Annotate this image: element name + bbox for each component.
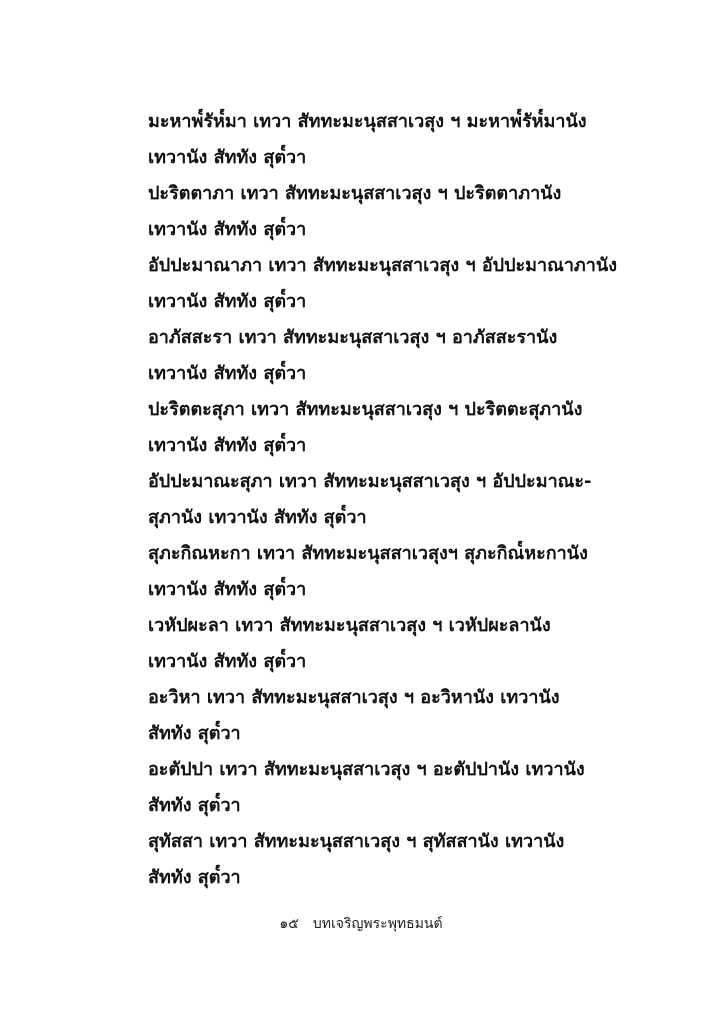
chant-line: สัททัง สุต๎วา — [148, 795, 241, 816]
chant-line: เทวานัง สัททัง สุต๎วา — [148, 435, 307, 456]
page-footer — [0, 913, 722, 935]
chant-line: มะหาพ๎รัห๎มา เทวา สัททะมะนุสสาเวสุง ฯ มะหาพ๎รัห๎มานัง — [148, 111, 587, 132]
chant-line: สัททัง สุต๎วา — [148, 723, 241, 744]
chant-line: สัททัง สุต๎วา — [148, 867, 241, 888]
chant-line: สุภะกิณหะกา เทวา สัททะมะนุสสาเวสุงฯ สุภะกิณ๎หะกานัง — [148, 543, 588, 564]
chant-line: อัปปะมาณาภา เทวา สัททะมะนุสสาเวสุง ฯ อัปปะมาณาภานัง — [148, 255, 618, 276]
chant-line: อะวิหา เทวา สัททะมะนุสสาเวสุง ฯ อะวิหานัง เทวานัง — [148, 687, 560, 708]
page-number: ๑๕ — [279, 916, 299, 932]
chant-text-block — [148, 104, 668, 896]
chant-line: เทวานัง สัททัง สุต๎วา — [148, 579, 307, 600]
footer-title: บทเจริญพระพุทธมนต์ — [312, 916, 443, 932]
chant-line: สุภานัง เทวานัง สัททัง สุต๎วา — [148, 507, 367, 528]
chant-line: เทวานัง สัททัง สุต๎วา — [148, 147, 307, 168]
chant-line: อัปปะมาณะสุภา เทวา สัททะมะนุสสาเวสุง ฯ อัปปะมาณะ- — [148, 471, 592, 492]
chant-line: สุทัสสา เทวา สัททะมะนุสสาเวสุง ฯ สุทัสสานัง เทวานัง — [148, 831, 565, 852]
chant-line: เทวานัง สัททัง สุต๎วา — [148, 363, 307, 384]
chant-line: เทวานัง สัททัง สุต๎วา — [148, 219, 307, 240]
chant-line: เทวานัง สัททัง สุต๎วา — [148, 291, 307, 312]
chant-line: เทวานัง สัททัง สุต๎วา — [148, 651, 307, 672]
chant-line: เวหัปผะลา เทวา สัททะมะนุสสาเวสุง ฯ เวหัปผะลานัง — [148, 615, 551, 636]
chant-line: ปะริตตาภา เทวา สัททะมะนุสสาเวสุง ฯ ปะริตตาภานัง — [148, 183, 562, 204]
chant-line: ปะริตตะสุภา เทวา สัททะมะนุสสาเวสุง ฯ ปะริตตะสุภานัง — [148, 399, 583, 420]
chant-line: อาภัสสะรา เทวา สัททะมะนุสสาเวสุง ฯ อาภัสสะรานัง — [148, 327, 558, 348]
chant-line: อะตัปปา เทวา สัททะมะนุสสาเวสุง ฯ อะตัปปานัง เทวานัง — [148, 759, 585, 780]
